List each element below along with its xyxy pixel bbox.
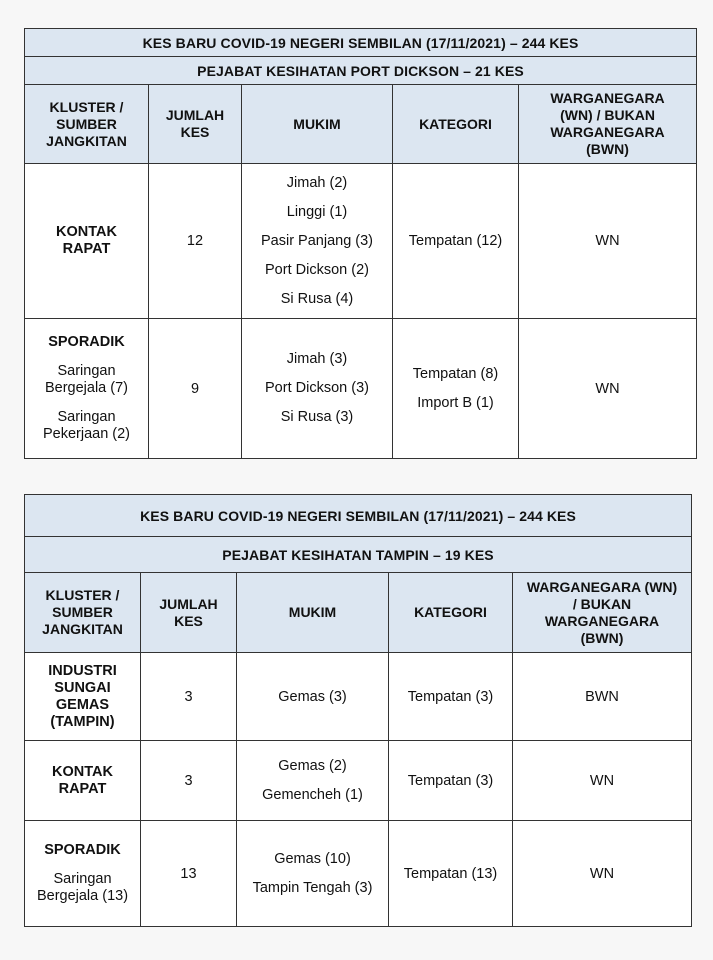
warganegara-cell: WN bbox=[513, 741, 692, 821]
mukim-cell: Jimah (2) Linggi (1) Pasir Panjang (3) Port Dickson (2) Si Rusa (4) bbox=[242, 164, 393, 319]
header-mukim: MUKIM bbox=[237, 573, 389, 653]
kluster-cell: KONTAK RAPAT bbox=[25, 741, 141, 821]
warganegara-cell: WN bbox=[519, 164, 697, 319]
kategori-cell: Tempatan (3) bbox=[389, 741, 513, 821]
header-jumlah-kes: JUMLAH KES bbox=[149, 85, 242, 164]
port-dickson-table bbox=[24, 28, 697, 459]
table-row bbox=[25, 164, 697, 319]
table-title: KES BARU COVID-19 NEGERI SEMBILAN (17/11/2021) – 244 KES bbox=[25, 29, 697, 57]
table-row bbox=[25, 821, 692, 927]
tampin-table bbox=[24, 494, 692, 927]
kategori-cell: Tempatan (3) bbox=[389, 653, 513, 741]
jumlah-cell: 13 bbox=[141, 821, 237, 927]
warganegara-cell: WN bbox=[519, 319, 697, 459]
kluster-cell: KONTAK RAPAT bbox=[25, 164, 149, 319]
kategori-cell: Tempatan (13) bbox=[389, 821, 513, 927]
header-kategori: KATEGORI bbox=[393, 85, 519, 164]
header-jumlah-kes: JUMLAH KES bbox=[141, 573, 237, 653]
kluster-cell: SPORADIK Saringan Bergejala (13) bbox=[25, 821, 141, 927]
header-kluster: KLUSTER / SUMBER JANGKITAN bbox=[25, 85, 149, 164]
header-kategori: KATEGORI bbox=[389, 573, 513, 653]
warganegara-cell: WN bbox=[513, 821, 692, 927]
mukim-cell: Gemas (3) bbox=[237, 653, 389, 741]
header-warganegara: WARGANEGARA (WN) / BUKAN WARGANEGARA (BWN) bbox=[519, 85, 697, 164]
table-row bbox=[25, 653, 692, 741]
mukim-cell: Gemas (10) Tampin Tengah (3) bbox=[237, 821, 389, 927]
header-mukim: MUKIM bbox=[242, 85, 393, 164]
table-row bbox=[25, 741, 692, 821]
table-subtitle: PEJABAT KESIHATAN PORT DICKSON – 21 KES bbox=[25, 57, 697, 85]
table-title: KES BARU COVID-19 NEGERI SEMBILAN (17/11/2021) – 244 KES bbox=[25, 495, 692, 537]
jumlah-cell: 3 bbox=[141, 741, 237, 821]
jumlah-cell: 3 bbox=[141, 653, 237, 741]
mukim-cell: Gemas (2) Gemencheh (1) bbox=[237, 741, 389, 821]
kluster-cell: INDUSTRI SUNGAI GEMAS (TAMPIN) bbox=[25, 653, 141, 741]
jumlah-cell: 9 bbox=[149, 319, 242, 459]
table-subtitle: PEJABAT KESIHATAN TAMPIN – 19 KES bbox=[25, 537, 692, 573]
mukim-cell: Jimah (3) Port Dickson (3) Si Rusa (3) bbox=[242, 319, 393, 459]
jumlah-cell: 12 bbox=[149, 164, 242, 319]
kategori-cell: Tempatan (12) bbox=[393, 164, 519, 319]
table-row bbox=[25, 319, 697, 459]
warganegara-cell: BWN bbox=[513, 653, 692, 741]
header-warganegara: WARGANEGARA (WN) / BUKAN WARGANEGARA (BWN) bbox=[513, 573, 692, 653]
kategori-cell: Tempatan (8) Import B (1) bbox=[393, 319, 519, 459]
kluster-cell: SPORADIK Saringan Bergejala (7) Saringan Pekerjaan (2) bbox=[25, 319, 149, 459]
header-kluster: KLUSTER / SUMBER JANGKITAN bbox=[25, 573, 141, 653]
